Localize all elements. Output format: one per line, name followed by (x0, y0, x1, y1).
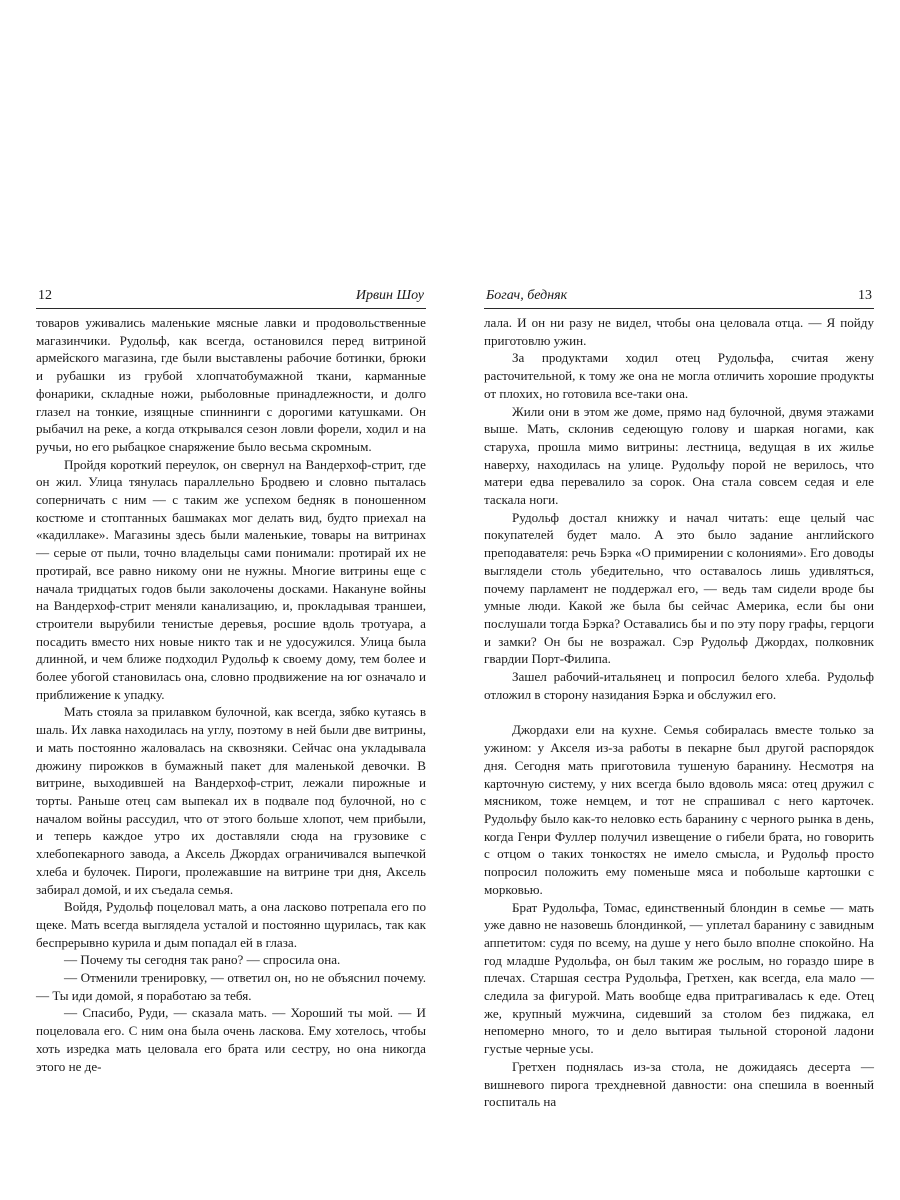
dialogue-line: — Отменили тренировку, — ответил он, но не объяснил почему. — Ты иди домой, я поработаю за тебя. (36, 970, 426, 1003)
paragraph: товаров уживались маленькие мясные лавки и продовольственные магазинчики. Рудольф, как всегда, остановился перед витриной армейского магазина, где были выставлены рабочие ботинки, брюки и рубашки из грубой хлопчатобумажной ткани, карманные фонарики, складные ножи, рыболовные принадлежности, и долго глазел на тонкие, изящные спиннинги с дорогими катушками. Он рыбачил на реке, а когда открывался сезон ловли форели, ходил и на ручьи, но его рыбацкое снаряжение было весьма скромным. (36, 315, 426, 454)
right-page (484, 287, 874, 1111)
page-number: 12 (38, 288, 52, 303)
dialogue-line: — Спасибо, Руди, — сказала мать. — Хороший ты мой. — И поцеловала его. С ним она была очень ласкова. Ему хотелось, чтобы хоть изредка мать целовала его брата или сестру, но она никогда этого не де- (36, 1005, 426, 1074)
paragraph: Зашел рабочий-итальянец и попросил белого хлеба. Рудольф отложил в сторону назидания Бэрка и обслужил его. (484, 669, 874, 702)
paragraph: За продуктами ходил отец Рудольфа, считая жену расточительной, к тому же она не могла отличить хорошие продукты от плохих, но готовила все-таки она. (484, 350, 874, 401)
paragraph: Гретхен поднялась из-за стола, не дожидаясь десерта — вишневого пирога трехдневной давности: она спешила в военный госпиталь на (484, 1058, 874, 1110)
paragraph: Рудольф достал книжку и начал читать: еще целый час покупателей будет мало. А это было задание английского преподавателя: речь Бэрка «О примирении с колониями». Его доводы выглядели столь убедительно, что оставалось лишь удивляться, почему парламент не поддержал его, — ведь там сидели вроде бы умные люди. Какой же была бы сейчас Америка, если бы они послушали тогда Бэрка? Оставались бы и по эту пору графы, герцоги и замки? Он бы не возражал. Сэр Рудольф Джордах, полковник гвардии Порт-Филипа. (484, 509, 874, 667)
paragraph: Пройдя короткий переулок, он свернул на Вандерхоф-стрит, где он жил. Улица тянулась параллельно Бродвею и словно пыталась соперничать с ним — с таким же успехом бедняк в поношенном костюме и стоптанных башмаках мог делать вид, будто приехал на «кадиллаке». Магазины здесь были маленькие, товары на витринах — серые от пыли, точно владельцы сами понимали: протирай их не протирай, все равно никому они не нужны. Многие витрины еще с начала тридцатых годов были заколочены досками. Накануне войны на Вандерхоф-стрит меняли канализацию, и, прокладывая траншеи, строители вырубили тенистые деревья, росшие вдоль тротуара, а посадить вместо них новые никто так и не удосужился. Улица была длинной, и чем ближе подходил Рудольф к своему дому, тем более и более убогой становилась она, словно продвижение на юг означало и приближение к упадку. (36, 456, 426, 702)
paragraph: лала. И он ни разу не видел, чтобы она целовала отца. — Я пойду приготовлю ужин. (484, 315, 874, 348)
body-text (36, 314, 426, 1075)
paragraph: Войдя, Рудольф поцеловал мать, а она ласково потрепала его по щеке. Мать всегда выглядела усталой и постоянно щурилась, так как беспрерывно курила и дым попадал ей в глаза. (36, 899, 426, 950)
running-head (36, 287, 426, 309)
body-text (484, 314, 874, 1111)
paragraph: Жили они в этом же доме, прямо над булочной, двумя этажами выше. Мать, склонив седеющую голову и шаркая ногами, как старуха, прошла мимо витрины: лестница, ведущая в их жилье наверху, находилась на улице. Рудольфу порой не верилось, что матери едва перевалило за сорок. Она стала совсем седая и еле таскала ноги. (484, 403, 874, 508)
book-title: Богач, бедняк (486, 288, 568, 303)
dialogue-line: — Почему ты сегодня так рано? — спросила она. (64, 952, 341, 968)
paragraph: Джордахи ели на кухне. Семья собиралась вместе только за ужином: у Акселя из-за работы в пекарне был другой распорядок дня. Сегодня мать приготовила тушеную баранину. Несмотря на карточную систему, у них всегда было вдоволь мяса: отец дружил с мясником, тоже немцем, и тот не спрашивал с него карточек. Рудольфу было как-то неловко есть баранину с черного рынка в день, когда Генри Фуллер получил извещение о гибели брата, но говорить с отцом о таких тонкостях не имело смысла, и Рудольф просто попросил положить ему поменьше мяса и побольше картошки с морковью. (484, 722, 874, 897)
page-number: 13 (858, 288, 872, 303)
running-head (484, 287, 874, 309)
paragraph: Мать стояла за прилавком булочной, как всегда, зябко кутаясь в шаль. Их лавка находилась на углу, поэтому в ней были две витрины, и мать постоянно жаловалась на сквозняки. Сейчас она укладывала дюжину пирожков в бумажный пакет для маленькой девочки. В витрине, выходившей на Вандерхоф-стрит, лежали пирожные и торты. Раньше отец сам выпекал их в подвале под булочной, но с началом войны рассудил, что от этого больше хлопот, чем прибыли, и теперь каждое утро их доставляли сюда на грузовике с хлебопекарного завода, а Аксель Джордах ограничивался выпечкой хлеба и булочек. Пироги, пролежавшие на витрине три дня, Аксель забирал домой, и их съедала семья. (36, 704, 426, 897)
paragraph: Брат Рудольфа, Томас, единственный блондин в семье — мать уже давно не назовешь блондинкой, — уплетал баранину с завидным аппетитом: судя по всему, на душе у него было вполне спокойно. На год младше Рудольфа, он был таким же рослым, но гораздо шире в плечах. Старшая сестра Рудольфа, Гретхен, как всегда, ела мало — следила за фигурой. Мать вообще едва притрагивалась к еде. Отец же, крупный мужчина, сидевший за столом без пиджака, ел непомерно много, то и дело вытирая тыльной стороной ладони густые черные усы. (484, 899, 874, 1057)
author-name: Ирвин Шоу (355, 288, 424, 303)
left-page (36, 287, 426, 1075)
